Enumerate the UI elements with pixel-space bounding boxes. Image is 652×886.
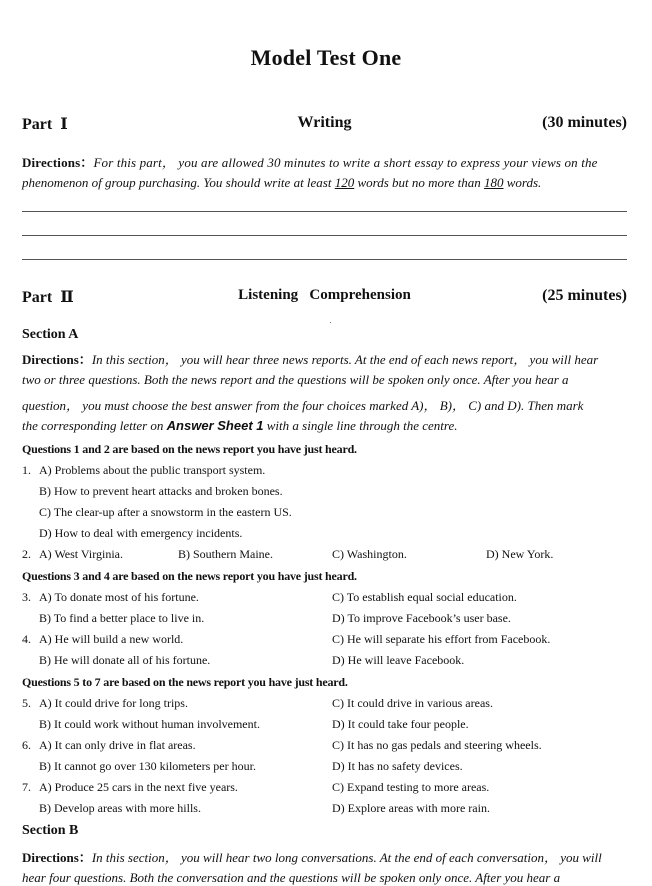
directions-text: In this section， you will hear two long conversations. At the end of each conversation， you will xyxy=(91,850,602,865)
part-1-directions-line-2 xyxy=(22,175,541,191)
directions-text: with a single line through the centre. xyxy=(263,418,458,433)
part-1-time: (30 minutes) xyxy=(542,114,627,131)
directions-label: Directions： xyxy=(22,850,92,865)
question-5-option-c[interactable]: C) It could drive in various areas. xyxy=(332,696,493,710)
question-3-option-c[interactable]: C) To establish equal social education. xyxy=(332,590,517,604)
question-2-number: 2. xyxy=(22,547,31,561)
section-b-directions-line-2: hear four questions. Both the conversation and the questions will be spoken only once. After you hear a xyxy=(22,870,561,885)
section-a-directions-line-3: question， you must choose the best answer from the four choices marked A)， B)， C) and D). Then mark xyxy=(22,398,584,413)
question-7-option-b[interactable]: B) Develop areas with more hills. xyxy=(39,801,201,815)
question-6-option-b[interactable]: B) It cannot go over 130 kilometers per hour. xyxy=(39,759,256,773)
question-4-option-d[interactable]: D) He will leave Facebook. xyxy=(332,653,465,667)
question-3-number: 3. xyxy=(22,590,31,604)
directions-text: the corresponding letter on xyxy=(22,418,167,433)
answer-line-2 xyxy=(22,235,627,236)
directions-text: words but no more than xyxy=(354,175,484,190)
question-2-option-b[interactable]: B) Southern Maine. xyxy=(178,547,273,561)
question-1-option-b[interactable]: B) How to prevent heart attacks and broken bones. xyxy=(39,484,283,498)
answer-line-3 xyxy=(22,259,627,260)
question-6-number: 6. xyxy=(22,738,31,752)
question-1-option-c[interactable]: C) The clear-up after a snowstorm in the eastern US. xyxy=(39,505,292,519)
answer-sheet-reference: Answer Sheet 1 xyxy=(166,418,264,433)
section-b-directions-line-1 xyxy=(22,847,602,866)
question-2-option-a[interactable]: A) West Virginia. xyxy=(39,547,123,561)
part-1-directions-line-1 xyxy=(22,152,598,171)
part-2-header xyxy=(22,287,627,307)
part-label-text: Part xyxy=(22,289,53,306)
section-a-title: Section A xyxy=(22,327,79,342)
section-a-directions-line-2: two or three questions. Both the news report and the questions will be spoken only once. After you hear a xyxy=(22,372,569,387)
question-group-1-heading: Questions 1 and 2 are based on the news report you have just heard. xyxy=(22,442,357,456)
question-group-3-heading: Questions 5 to 7 are based on the news report you have just heard. xyxy=(22,675,348,689)
question-7-option-d[interactable]: D) Explore areas with more rain. xyxy=(332,801,490,815)
part-1-header xyxy=(22,114,627,134)
directions-label: Directions： xyxy=(22,155,94,170)
question-2-option-d[interactable]: D) New York. xyxy=(486,547,554,561)
question-1-number: 1. xyxy=(22,463,31,477)
scan-speck xyxy=(330,322,331,323)
document-title: Model Test One xyxy=(250,45,402,70)
question-3-option-a[interactable]: A) To donate most of his fortune. xyxy=(39,590,199,604)
question-2-option-c[interactable]: C) Washington. xyxy=(332,547,407,561)
question-6-option-a[interactable]: A) It can only drive in flat areas. xyxy=(39,738,196,752)
directions-text: In this section， you will hear three news reports. At the end of each news report， you will hear xyxy=(91,352,599,367)
section-b-title: Section B xyxy=(22,823,79,838)
question-5-option-b[interactable]: B) It could work without human involvement. xyxy=(39,717,260,731)
directions-label: Directions： xyxy=(22,352,92,367)
question-5-option-d[interactable]: D) It could take four people. xyxy=(332,717,469,731)
part-1-name: Writing xyxy=(297,114,352,131)
question-3-option-d[interactable]: D) To improve Facebook’s user base. xyxy=(332,611,511,625)
question-4-option-b[interactable]: B) He will donate all of his fortune. xyxy=(39,653,211,667)
part-roman-numeral: Ⅱ xyxy=(60,289,74,306)
part-label-text: Part xyxy=(22,116,53,133)
question-3-option-b[interactable]: B) To find a better place to live in. xyxy=(39,611,205,625)
directions-text: phenomenon of group purchasing. You should write at least xyxy=(22,175,335,190)
part-2-name: Listening Comprehension xyxy=(238,287,411,303)
part-2-time: (25 minutes) xyxy=(542,287,627,304)
min-word-count: 120 xyxy=(334,175,355,190)
question-7-option-c[interactable]: C) Expand testing to more areas. xyxy=(332,780,490,794)
directions-text: words. xyxy=(503,175,542,190)
part-roman-numeral: Ⅰ xyxy=(60,116,68,133)
question-group-2-heading: Questions 3 and 4 are based on the news report you have just heard. xyxy=(22,569,357,583)
section-a-directions-line-1 xyxy=(22,349,598,368)
section-a-directions-line-4 xyxy=(22,418,458,434)
question-4-number: 4. xyxy=(22,632,31,646)
question-1-option-d[interactable]: D) How to deal with emergency incidents. xyxy=(39,526,243,540)
question-4-option-a[interactable]: A) He will build a new world. xyxy=(39,632,184,646)
directions-text: For this part， you are allowed 30 minutes to write a short essay to express your views on the xyxy=(93,155,598,170)
question-4-option-c[interactable]: C) He will separate his effort from Facebook. xyxy=(332,632,551,646)
max-word-count: 180 xyxy=(484,175,504,190)
question-7-number: 7. xyxy=(22,780,31,794)
question-6-option-d[interactable]: D) It has no safety devices. xyxy=(332,759,463,773)
question-5-option-a[interactable]: A) It could drive for long trips. xyxy=(39,696,188,710)
answer-line-1 xyxy=(22,211,627,212)
question-1-option-a[interactable]: A) Problems about the public transport system. xyxy=(39,463,266,477)
question-5-number: 5. xyxy=(22,696,31,710)
question-7-option-a[interactable]: A) Produce 25 cars in the next five years. xyxy=(39,780,238,794)
question-6-option-c[interactable]: C) It has no gas pedals and steering wheels. xyxy=(332,738,542,752)
